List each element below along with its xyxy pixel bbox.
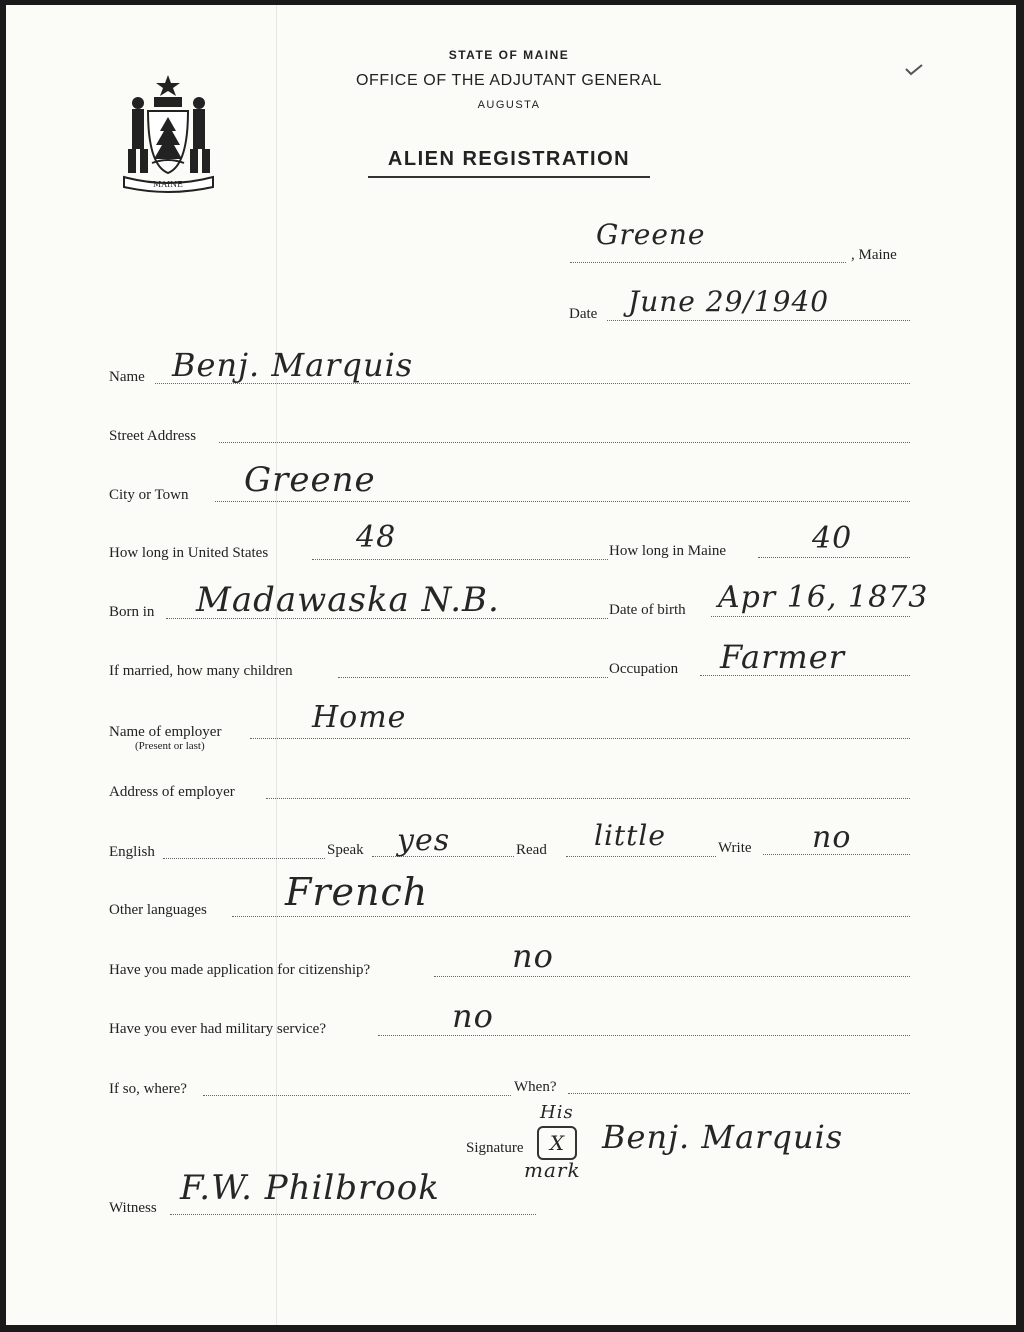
occupation-label: Occupation (609, 661, 679, 677)
where-label: If so, where? (109, 1081, 187, 1097)
employer-sublabel: (Present or last) (135, 740, 205, 752)
when-line (568, 1093, 910, 1094)
how-long-us-line (312, 559, 608, 560)
location-suffix: , Maine (851, 247, 897, 263)
born-in-entry: Madawaska N.B. (196, 580, 500, 620)
other-languages-label: Other languages (109, 902, 207, 918)
children-label: If married, how many children (109, 663, 293, 679)
read-label: Read (516, 842, 547, 858)
witness-label: Witness (109, 1200, 157, 1216)
english-label: English (109, 844, 155, 860)
children-line (338, 677, 608, 678)
how-long-maine-line (758, 557, 910, 558)
when-label: When? (514, 1079, 557, 1095)
header-state: STATE OF MAINE (448, 48, 570, 62)
how-long-maine-label: How long in Maine (609, 543, 727, 559)
name-label: Name (109, 369, 145, 385)
military-line (378, 1035, 910, 1036)
citizenship-label: Have you made application for citizenship? (109, 962, 371, 978)
signature-name: Benj. Marquis (602, 1118, 844, 1156)
born-in-label: Born in (109, 604, 155, 620)
svg-text:MAINE: MAINE (153, 180, 183, 189)
military-entry: no (452, 997, 494, 1035)
employer-address-line (266, 798, 910, 799)
how-long-us-label: How long in United States (109, 545, 269, 561)
read-line (566, 856, 716, 857)
speak-label: Speak (327, 842, 364, 858)
header-office: OFFICE OF THE ADJUTANT GENERAL (355, 72, 663, 89)
write-label: Write (718, 840, 752, 856)
city-line (215, 501, 910, 502)
occupation-entry: Farmer (720, 638, 845, 676)
title-underline (368, 176, 650, 178)
street-line (219, 442, 910, 443)
signature-x-mark: X (537, 1126, 577, 1160)
dob-label: Date of birth (609, 602, 686, 618)
employer-address-label: Address of employer (109, 784, 235, 800)
other-languages-entry: French (285, 870, 429, 914)
witness-line (170, 1214, 536, 1215)
employer-entry: Home (312, 700, 407, 735)
location-entry: Greene (596, 218, 706, 251)
military-label: Have you ever had military service? (109, 1021, 326, 1037)
read-entry: little (594, 819, 666, 852)
signature-label: Signature (466, 1140, 524, 1156)
years-maine-entry: 40 (812, 521, 853, 556)
years-us-entry: 48 (356, 520, 397, 555)
employer-label: Name of employer (109, 724, 222, 740)
city-entry: Greene (244, 460, 376, 500)
write-entry: no (812, 820, 852, 855)
english-line (163, 858, 325, 859)
header-city: AUGUSTA (477, 99, 541, 111)
state-seal-icon (116, 73, 221, 193)
street-label: Street Address (109, 428, 197, 444)
speak-entry: yes (397, 823, 451, 858)
form-title: ALIEN REGISTRATION (387, 148, 631, 170)
signature-mark: mark (524, 1158, 581, 1182)
signature-his: His (540, 1102, 574, 1123)
city-label: City or Town (109, 487, 189, 503)
dob-line (711, 616, 910, 617)
date-label: Date (569, 306, 598, 322)
other-languages-line (232, 916, 910, 917)
where-line (203, 1095, 511, 1096)
name-entry: Benj. Marquis (172, 346, 414, 384)
date-entry: June 29/1940 (628, 285, 830, 318)
citizenship-line (434, 976, 910, 977)
witness-entry: F.W. Philbrook (180, 1168, 440, 1208)
dob-entry: Apr 16, 1873 (718, 580, 929, 615)
location-line (570, 262, 846, 263)
employer-line (250, 738, 910, 739)
citizenship-entry: no (512, 937, 554, 975)
date-line (607, 320, 910, 321)
